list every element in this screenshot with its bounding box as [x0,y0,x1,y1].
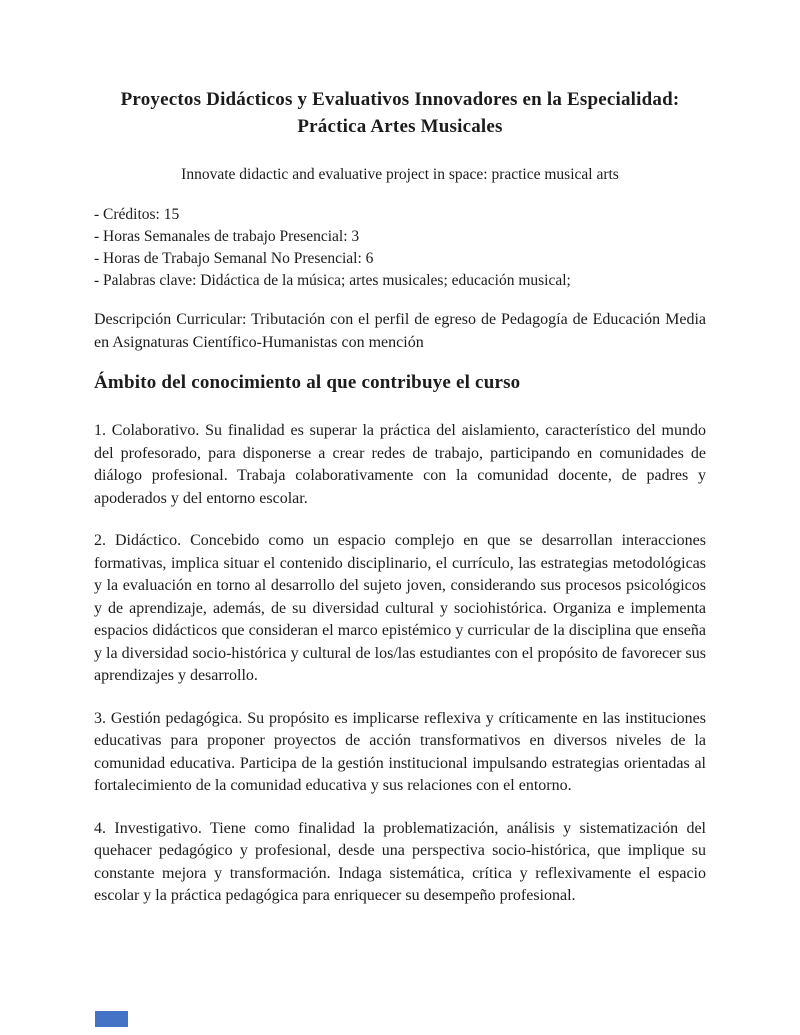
course-detail-keywords: - Palabras clave: Didáctica de la música; artes musicales; educación musical; [94,272,571,289]
course-title-line1: Proyectos Didácticos y Evaluativos Innovadores en la Especialidad: [120,89,680,110]
course-detail-weekly-presential-hours: - Horas Semanales de trabajo Presencial: 3 [94,228,360,245]
course-title [94,86,706,140]
paragraph-investigativo: 4. Investigativo. Tiene como finalidad la problematización, análisis y sistematización del quehacer pedagógico y profesional, desde una perspectiva socio-histórica, que implique su constante mejora y transformación. Indaga sistemática, crítica y reflexivamente el espacio escolar y la práctica pedagógica para enriquecer su desempeño profesional. [94,819,706,904]
paragraph-gestion-pedagogica: 3. Gestión pedagógica. Su propósito es implicarse reflexiva y críticamente en las instituciones educativas para proponer proyectos de acción transformativos en diversos niveles de la comunidad educativa. Participa de la gestión institucional impulsando estrategias orientadas al fortalecimiento de la comunidad educativa y sus relaciones con el entorno. [94,709,706,794]
footer-blue-marker [95,1011,128,1027]
course-detail-weekly-nonpresential-hours: - Horas de Trabajo Semanal No Presencial: 6 [94,250,374,267]
section-heading-ambito: Ámbito del conocimiento al que contribuye el curso [94,372,521,393]
paragraph-didactico: 2. Didáctico. Concebido como un espacio complejo en que se desarrollan interacciones formativas, implica situar el contenido disciplinario, el currículo, las estrategias metodológicas y la evaluación en torno al desarrollo del sujeto joven, considerando sus procesos psicológicos y de aprendizaje, además, de su diversidad cultural y sociohistórica. Organiza e implementa espacios didácticos que consideran el marco epistémico y curricular de la disciplina que enseña y la diversidad socio-histórica y cultural de los/las estudiantes con el propósito de favorecer sus aprendizajes y desarrollo. [94,532,706,684]
paragraph-colaborativo: 1. Colaborativo. Su finalidad es superar la práctica del aislamiento, característico del mundo del profesorado, para disponerse a crear redes de trabajo, participando en comunidades de diálogo profesional. Trabaja colaborativamente con la comunidad docente, de padres y apoderados y del entorno escolar. [94,422,706,507]
course-subtitle: Innovate didactic and evaluative project in space: practice musical arts [181,166,619,183]
curricular-description: Descripción Curricular: Tributación con el perfil de egreso de Pedagogía de Educación Media en Asignaturas Científico-Humanistas con mención [94,311,706,351]
document-content [94,86,706,908]
course-details-list [94,204,706,292]
course-title-line2: Práctica Artes Musicales [297,116,503,137]
course-detail-credits: - Créditos: 15 [94,206,180,223]
